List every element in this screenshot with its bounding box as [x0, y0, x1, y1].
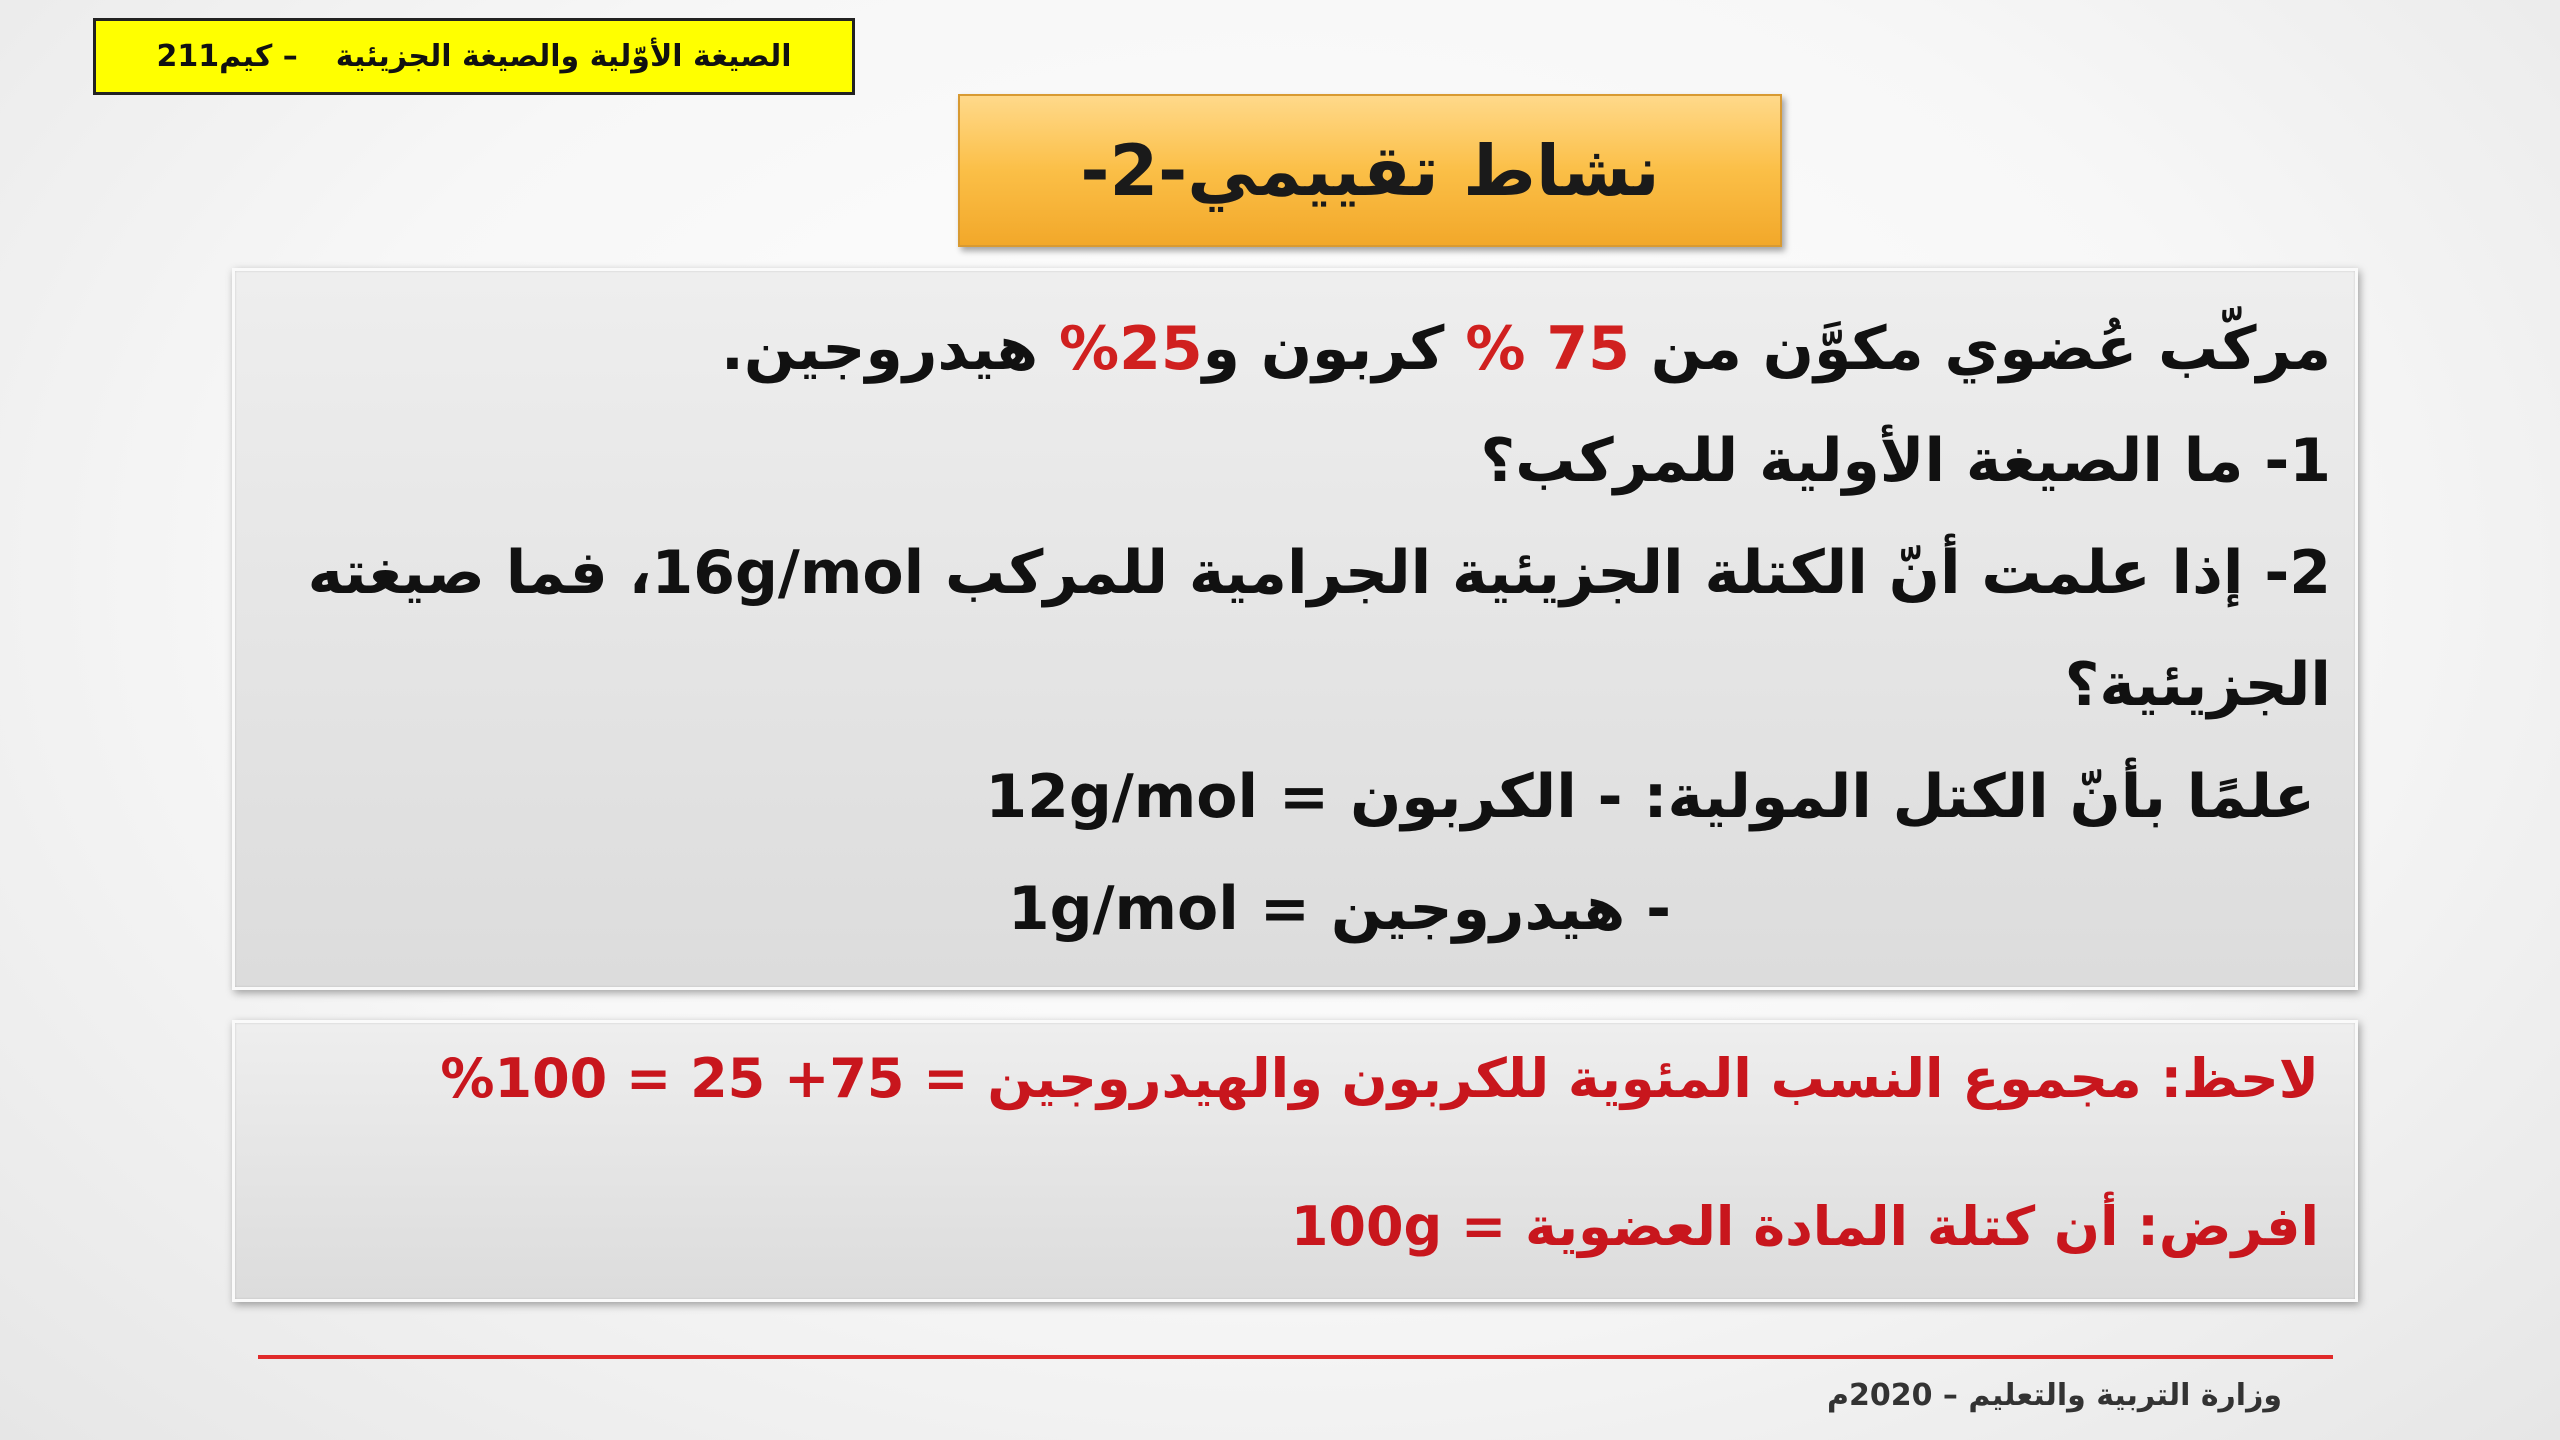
question-1: 1- ما الصيغة الأولية للمركب؟: [1480, 426, 2331, 496]
note-line-1: لاحظ: مجموع النسب المئوية للكربون والهيدروجين = 75+ 25 = 100%: [440, 1047, 2319, 1110]
question-box: [232, 268, 2358, 990]
intro-text-1: مركّب عُضوي مكوَّن من: [1629, 314, 2331, 384]
intro-text-2: كربون و: [1202, 314, 1466, 384]
footer-text: وزارة التربية والتعليم – 2020م: [1826, 1378, 2282, 1413]
course-tag: [93, 18, 855, 95]
activity-title: نشاط تقييمي-2-: [1080, 129, 1660, 212]
question-2-line-2: الجزيئية؟: [2064, 650, 2331, 720]
note-box: [232, 1020, 2358, 1302]
hydrogen-percent: 25%: [1059, 314, 1203, 384]
note-line-2: افرض: أن كتلة المادة العضوية = 100g: [1290, 1195, 2319, 1258]
question-intro: [259, 293, 2331, 405]
carbon-percent: 75 %: [1465, 314, 1630, 384]
molar-mass-carbon: علمًا بأنّ الكتل المولية: - الكربون = 12g/mol: [985, 762, 2315, 832]
molar-mass-hydrogen: - هيدروجين = 1g/mol: [1007, 874, 1671, 944]
question-2-line-1: 2- إذا علمت أنّ الكتلة الجزيئية الجرامية للمركب 16g/mol، فما صيغته: [307, 538, 2331, 608]
course-code: – كيم211: [156, 39, 298, 74]
activity-title-box: [958, 94, 1782, 247]
intro-text-3: هيدروجين.: [721, 314, 1060, 384]
lesson-title: الصيغة الأوّلية والصيغة الجزيئية: [335, 39, 792, 74]
footer-rule: [258, 1355, 2333, 1359]
